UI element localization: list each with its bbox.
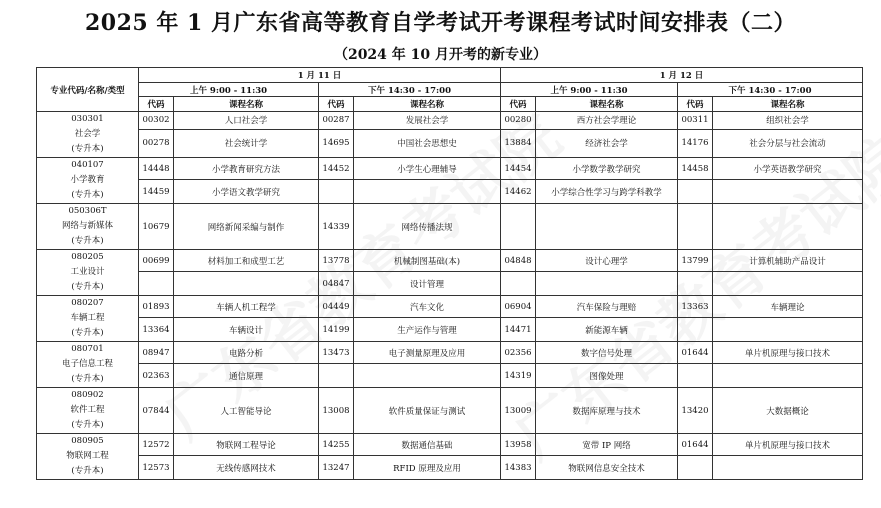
major-type: (专升本) (71, 328, 104, 338)
course-code-cell: 14383 (501, 456, 536, 480)
course-name-cell: 数据库原理与技术 (536, 388, 678, 434)
table-row (37, 180, 863, 204)
course-name-cell: 单片机原理与接口技术 (713, 434, 863, 456)
major-code: 030301 (71, 114, 104, 124)
major-name: 物联网工程 (66, 451, 109, 461)
table-row (37, 388, 863, 434)
course-code-cell (678, 364, 713, 388)
course-code-cell: 06904 (501, 296, 536, 318)
course-name-cell (713, 272, 863, 296)
major-cell (37, 434, 139, 480)
course-code-cell: 13958 (501, 434, 536, 456)
major-cell (37, 250, 139, 296)
course-name-cell: 组织社会学 (713, 112, 863, 130)
course-code-cell: 14454 (501, 158, 536, 180)
course-code-cell: 14471 (501, 318, 536, 342)
course-code-cell: 13247 (319, 456, 354, 480)
table-row (37, 272, 863, 296)
table-row (37, 112, 863, 130)
course-name-cell: 设计管理 (354, 272, 501, 296)
page-title: 2025 年 1 月广东省高等教育自学考试开考课程考试时间安排表（二） (84, 10, 797, 36)
course-code-cell (678, 180, 713, 204)
course-code-cell: 13799 (678, 250, 713, 272)
course-header: 课程名称 (713, 97, 863, 112)
course-header: 课程名称 (536, 97, 678, 112)
day1-header: 1 月 11 日 (139, 68, 501, 83)
course-code-cell: 14448 (139, 158, 174, 180)
course-code-cell: 13008 (319, 388, 354, 434)
course-name-cell: 人工智能导论 (174, 388, 319, 434)
course-code-cell: 14339 (319, 204, 354, 250)
course-name-cell: 物联网信息安全技术 (536, 456, 678, 480)
course-code-cell: 00278 (139, 129, 174, 157)
course-name-cell: 计算机辅助产品设计 (713, 250, 863, 272)
major-code: 080701 (71, 344, 104, 354)
course-code-cell: 04449 (319, 296, 354, 318)
major-name: 车辆工程 (70, 313, 105, 323)
major-type: (专升本) (71, 282, 104, 292)
course-name-cell: 经济社会学 (536, 129, 678, 157)
course-name-cell: 车辆理论 (713, 296, 863, 318)
course-name-cell: 软件质量保证与测试 (354, 388, 501, 434)
course-code-cell: 13420 (678, 388, 713, 434)
course-code-cell: 14462 (501, 180, 536, 204)
table-row (37, 342, 863, 364)
course-name-cell: 社会分层与社会流动 (713, 129, 863, 157)
course-code-cell: 00311 (678, 112, 713, 130)
major-cell (37, 204, 139, 250)
course-code-cell: 12573 (139, 456, 174, 480)
course-code-cell: 00302 (139, 112, 174, 130)
course-name-cell: RFID 原理及应用 (354, 456, 501, 480)
table-row (37, 318, 863, 342)
course-name-cell: 设计心理学 (536, 250, 678, 272)
table-row (37, 296, 863, 318)
major-cell (37, 158, 139, 204)
course-name-cell: 图像处理 (536, 364, 678, 388)
course-code-cell: 01644 (678, 434, 713, 456)
course-code-cell: 13363 (678, 296, 713, 318)
course-name-cell: 发展社会学 (354, 112, 501, 130)
course-code-cell: 04848 (501, 250, 536, 272)
course-code-cell: 00287 (319, 112, 354, 130)
major-cell (37, 112, 139, 158)
course-name-cell: 车辆设计 (174, 318, 319, 342)
course-code-cell (678, 272, 713, 296)
major-name: 软件工程 (70, 405, 105, 415)
page-subtitle: （2024 年 10 月开考的新专业） (333, 47, 548, 63)
course-name-cell (713, 456, 863, 480)
course-name-cell: 材料加工和成型工艺 (174, 250, 319, 272)
course-code-cell: 10679 (139, 204, 174, 250)
major-cell (37, 388, 139, 434)
course-name-cell (713, 318, 863, 342)
course-name-cell: 小学生心理辅导 (354, 158, 501, 180)
course-name-cell (713, 364, 863, 388)
exam-schedule-table (36, 67, 863, 480)
course-code-cell: 13778 (319, 250, 354, 272)
schedule-body (37, 112, 863, 480)
major-name: 社会学 (74, 129, 101, 139)
course-name-cell: 数字信号处理 (536, 342, 678, 364)
table-row (37, 364, 863, 388)
course-header: 课程名称 (354, 97, 501, 112)
major-type: (专升本) (71, 466, 104, 476)
course-name-cell (354, 364, 501, 388)
major-name: 电子信息工程 (61, 359, 113, 369)
major-type: (专升本) (71, 374, 104, 384)
course-code-cell: 14255 (319, 434, 354, 456)
day2-am-header: 上午 9:00 - 11:30 (501, 83, 678, 97)
course-name-cell: 无线传感网技术 (174, 456, 319, 480)
code-header: 代码 (319, 97, 354, 112)
course-name-cell: 单片机原理与接口技术 (713, 342, 863, 364)
course-code-cell: 13473 (319, 342, 354, 364)
major-name: 网络与新媒体 (61, 221, 113, 231)
code-header: 代码 (501, 97, 536, 112)
course-code-cell (501, 272, 536, 296)
course-name-cell (536, 272, 678, 296)
course-code-cell (139, 272, 174, 296)
course-name-cell: 西方社会学理论 (536, 112, 678, 130)
course-name-cell: 小学教育研究方法 (174, 158, 319, 180)
major-cell (37, 342, 139, 388)
major-cell (37, 296, 139, 342)
course-header: 课程名称 (174, 97, 319, 112)
course-name-cell (713, 204, 863, 250)
course-code-cell: 13884 (501, 129, 536, 157)
course-code-cell (678, 318, 713, 342)
course-name-cell: 小学综合性学习与跨学科教学 (536, 180, 678, 204)
major-code: 080902 (71, 390, 104, 400)
course-code-cell: 14695 (319, 129, 354, 157)
table-row (37, 204, 863, 250)
course-name-cell: 物联网工程导论 (174, 434, 319, 456)
course-code-cell: 07844 (139, 388, 174, 434)
course-name-cell: 车辆人机工程学 (174, 296, 319, 318)
course-name-cell: 中国社会思想史 (354, 129, 501, 157)
course-name-cell: 生产运作与管理 (354, 318, 501, 342)
course-code-cell: 00699 (139, 250, 174, 272)
major-name: 工业设计 (70, 267, 105, 277)
course-code-cell (678, 204, 713, 250)
code-header: 代码 (139, 97, 174, 112)
course-name-cell: 社会统计学 (174, 129, 319, 157)
course-name-cell: 数据通信基础 (354, 434, 501, 456)
table-row (37, 250, 863, 272)
course-code-cell: 14176 (678, 129, 713, 157)
course-name-cell: 大数据概论 (713, 388, 863, 434)
table-row (37, 158, 863, 180)
major-code: 040107 (71, 160, 104, 170)
table-row (37, 456, 863, 480)
course-name-cell (536, 204, 678, 250)
day1-pm-header: 下午 14:30 - 17:00 (319, 83, 501, 97)
day2-header: 1 月 12 日 (501, 68, 863, 83)
table-row (37, 434, 863, 456)
course-code-cell: 14459 (139, 180, 174, 204)
course-name-cell: 电子测量原理及应用 (354, 342, 501, 364)
course-name-cell: 网络新闻采编与制作 (174, 204, 319, 250)
major-type: (专升本) (71, 236, 104, 246)
course-code-cell: 14458 (678, 158, 713, 180)
course-name-cell: 人口社会学 (174, 112, 319, 130)
course-name-cell: 网络传播法规 (354, 204, 501, 250)
course-code-cell: 08947 (139, 342, 174, 364)
course-code-cell: 13009 (501, 388, 536, 434)
course-name-cell: 新能源车辆 (536, 318, 678, 342)
course-name-cell: 通信原理 (174, 364, 319, 388)
course-name-cell (354, 180, 501, 204)
course-code-cell: 12572 (139, 434, 174, 456)
course-code-cell: 14319 (501, 364, 536, 388)
major-type: (专升本) (71, 190, 104, 200)
course-name-cell: 小学语文教学研究 (174, 180, 319, 204)
code-header: 代码 (678, 97, 713, 112)
course-code-cell: 04847 (319, 272, 354, 296)
course-code-cell: 00280 (501, 112, 536, 130)
course-name-cell: 汽车文化 (354, 296, 501, 318)
course-code-cell (319, 180, 354, 204)
course-code-cell: 01644 (678, 342, 713, 364)
course-name-cell (174, 272, 319, 296)
course-name-cell (713, 180, 863, 204)
course-name-cell: 汽车保险与理赔 (536, 296, 678, 318)
day1-am-header: 上午 9:00 - 11:30 (139, 83, 319, 97)
major-column-header: 专业代码/名称/类型 (37, 68, 139, 112)
course-code-cell: 14452 (319, 158, 354, 180)
course-name-cell: 小学英语教学研究 (713, 158, 863, 180)
course-code-cell (501, 204, 536, 250)
course-code-cell: 14199 (319, 318, 354, 342)
course-code-cell: 01893 (139, 296, 174, 318)
course-code-cell: 02363 (139, 364, 174, 388)
major-type: (专升本) (71, 144, 104, 154)
course-name-cell: 电路分析 (174, 342, 319, 364)
course-code-cell (678, 456, 713, 480)
course-code-cell (319, 364, 354, 388)
major-type: (专升本) (71, 420, 104, 430)
course-name-cell: 机械制图基础(本) (354, 250, 501, 272)
major-name: 小学教育 (70, 175, 105, 185)
course-code-cell: 13364 (139, 318, 174, 342)
major-code: 080205 (71, 252, 104, 262)
table-row (37, 129, 863, 157)
major-code: 080905 (71, 436, 104, 446)
course-name-cell: 宽带 IP 网络 (536, 434, 678, 456)
course-name-cell: 小学数学教学研究 (536, 158, 678, 180)
major-code: 050306T (68, 206, 107, 216)
course-code-cell: 02356 (501, 342, 536, 364)
major-code: 080207 (71, 298, 104, 308)
day2-pm-header: 下午 14:30 - 17:00 (678, 83, 863, 97)
